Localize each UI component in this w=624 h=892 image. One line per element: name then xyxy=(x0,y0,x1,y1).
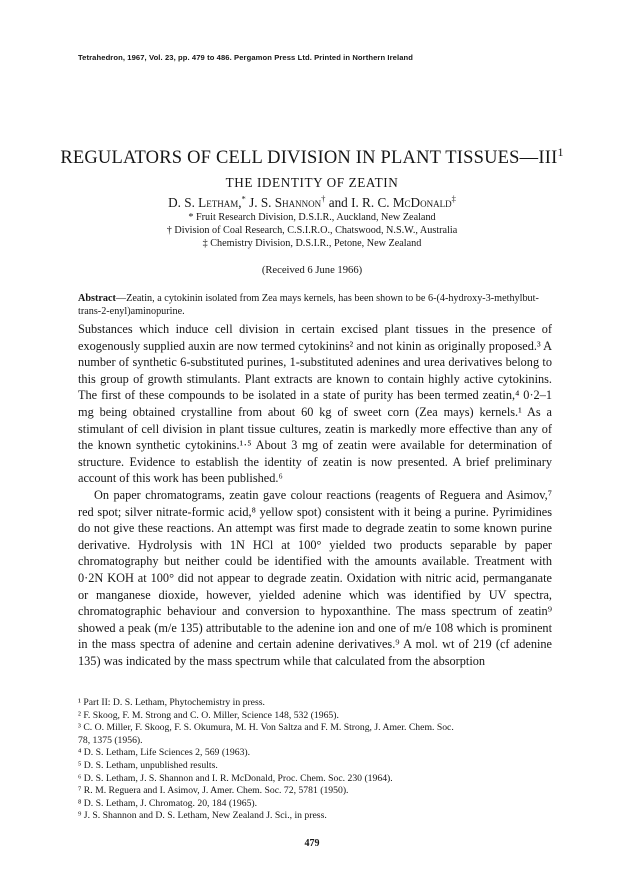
affiliation-chemistry: ‡ Chemistry Division, D.S.I.R., Petone, New Zealand xyxy=(202,238,422,249)
author-mcdonald: I. R. C. McDonald xyxy=(351,195,452,210)
author-shannon: J. S. Shannon xyxy=(249,195,322,210)
footnote-references xyxy=(78,697,558,823)
reference-9: ⁹ J. S. Shannon and D. S. Letham, New Zealand J. Sci., in press. xyxy=(78,810,327,822)
author-shannon-mark: † xyxy=(321,193,326,204)
reference-1: ¹ Part II: D. S. Letham, Phytochemistry in press. xyxy=(78,697,265,708)
reference-6: ⁶ D. S. Letham, J. S. Shannon and I. R. McDonald, Proc. Chem. Soc. 230 (1964). xyxy=(78,772,393,784)
author-mcdonald-mark: ‡ xyxy=(451,193,456,204)
reference-3: ³ C. O. Miller, F. Skoog, F. S. Okumura, M. H. Von Saltza and F. M. Strong, J. Amer. Chem. Soc. xyxy=(78,722,454,734)
abstract xyxy=(78,292,552,318)
affiliation-fruit-research: * Fruit Research Division, D.S.I.R., Auckland, New Zealand xyxy=(188,212,436,223)
author-line xyxy=(0,195,624,211)
author-letham: D. S. Letham, xyxy=(168,195,242,210)
reference-4: ⁴ D. S. Letham, Life Sciences 2, 569 (1963). xyxy=(78,747,251,759)
body-paragraph-1: Substances which induce cell division in certain excised plant tissues in the presence of exogenously supplied auxin are now termed cytokinins² and not kinin as originally proposed.³ A number of synthetic 6-substituted purines, 1-substituted adenines and urea derivatives belong to this group of growth stimulants. Plant extracts are known to contain highly active cytokinins. The first of these compounds to be isolated in a state of purity has been termed zeatin,⁴ 0·2–1 mg being obtained crystalline from about 60 kg of sweet corn (Zea mays) kernels.¹ As a stimulant of cell division in plant tissue cultures, zeatin is markedly more effective than any of the known synthetic cytokinins.¹·⁵ About 3 mg of zeatin were available for determination of structure. Evidence to establish the identity of zeatin is now presented. A brief preliminary account of this work has been published.⁶ xyxy=(78,322,552,486)
page-number: 479 xyxy=(304,838,320,849)
reference-7: ⁷ R. M. Reguera and I. Asimov, J. Amer. Chem. Soc. 72, 5781 (1950). xyxy=(78,785,349,797)
reference-3-continued: 78, 1375 (1956). xyxy=(78,734,143,746)
abstract-label: Abstract xyxy=(78,293,116,304)
reference-8: ⁸ D. S. Letham, J. Chromatog. 20, 184 (1965). xyxy=(78,797,258,809)
paper-title-text: REGULATORS OF CELL DIVISION IN PLANT TISSUES—III xyxy=(60,148,558,168)
reference-5: ⁵ D. S. Letham, unpublished results. xyxy=(78,759,218,771)
body-paragraph-2: On paper chromatograms, zeatin gave colour reactions (reagents of Reguera and Asimov,⁷ red spot; silver nitrate-formic acid,⁸ yellow spot) consistent with it being a purine. Pyrimidines do not give these reactions. An attempt was first made to degrade zeatin to some known purine derivative. Hydrolysis with 1N HCl at 100° yielded two products separable by paper chromatography but neither could be identified with the amounts available. Treatment with 0·2N KOH at 100° did not appear to degrade zeatin. Oxidation with nitric acid, permanganate or manganese dioxide, however, yielded adenine which was identified by UV spectra, chromatographic behaviour and conversion to hypoxanthine. The mass spectrum of zeatin⁹ showed a peak (m/e 135) attributable to the adenine ion and one of m/e 108 which is prominent in the mass spectra of adenine and certain adenine derivatives.⁹ A mol. wt of 219 (cf adenine 135) was indicated by the mass spectrum while that calculated from the absorption xyxy=(78,487,552,668)
author-and: and xyxy=(328,195,348,210)
paper-title xyxy=(0,144,624,169)
abstract-text: —Zeatin, a cytokinin isolated from Zea mays kernels, has been shown to be 6-(4-hydroxy-3-methylbut-trans-2-enyl)aminopurine. xyxy=(78,293,539,317)
body-text xyxy=(78,321,552,669)
paper-title-footnote-mark: 1 xyxy=(557,144,564,159)
author-letham-mark: * xyxy=(241,193,246,204)
received-date: (Received 6 June 1966) xyxy=(261,265,363,276)
paper-subtitle: THE IDENTITY OF ZEATIN xyxy=(225,175,399,190)
affiliation-coal-research: † Division of Coal Research, C.S.I.R.O., Chatswood, N.S.W., Australia xyxy=(166,225,458,236)
reference-2: ² F. Skoog, F. M. Strong and C. O. Miller, Science 148, 532 (1965). xyxy=(78,709,339,721)
journal-citation-line: Tetrahedron, 1967, Vol. 23, pp. 479 to 486. Pergamon Press Ltd. Printed in Northern Ireland xyxy=(78,53,414,62)
